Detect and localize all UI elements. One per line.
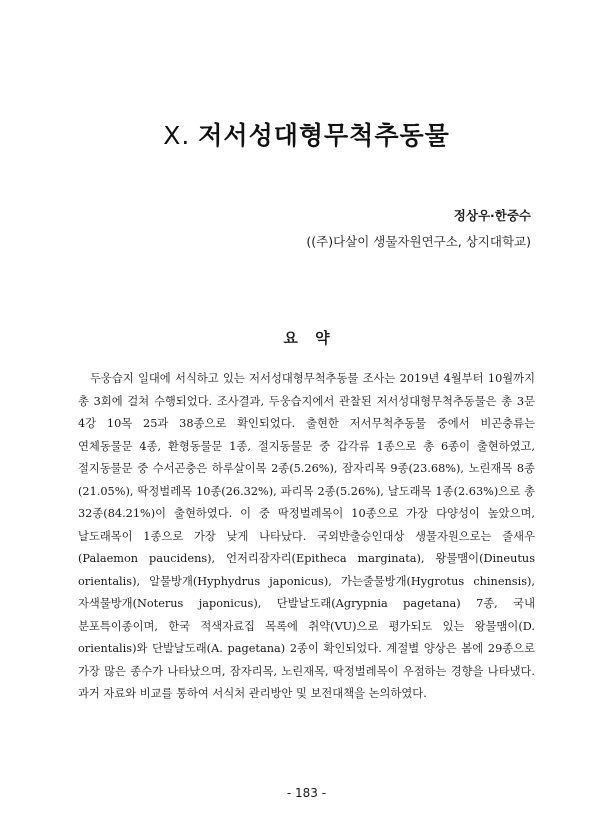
page-number: - 183 -: [286, 786, 327, 800]
author-names: 정상우·한중수: [453, 208, 531, 223]
author-affiliation: ((주)다살이 생물자원연구소, 상지대학교): [306, 234, 531, 249]
chapter-numeral: X.: [163, 121, 191, 150]
author-block: [306, 206, 531, 250]
chapter-title-text: 저서성대형무척추동물: [198, 121, 450, 150]
abstract-body: 두웅습지 일대에 서식하고 있는 저서성대형무척추동물 조사는 2019년 4월부터 10월까지 총 3회에 걸쳐 수행되었다. 조사결과, 두웅습지에서 관찰된 저서성대형무척추동물은 총 3문 4강 10목 25과 38종으로 확인되었다. 출현한 저서무척추동물 중에서 비곤충류는 연체동물문 4종, 환형동물문 1종, 절지동물문 중 갑각류 1종으로 총 6종이 출현하였고, 절지동물문 중 수서곤충은 하루살이목 2종(5.26%), 잠자리목 9종(23.68%), 노린재목 8종(21.05%), 딱정벌레목 10종(26.32%), 파리목 2종(5.26%), 날도래목 1종(2.63%)으로 총 32종(84.21%)이 출현하였다. 이 중 딱정벌레목이 10종으로 가장 다양성이 높았으며, 날도래목이 1종으로 가장 낮게 나타났다. 국외반출승인대상 생물자원으로는 줄새우(Palaemon paucidens), 언저리잠자리(Epitheca marginata), 왕물맴이(Dineutus orientalis), 알물방개(Hyphydrus japonicus), 가는줄물방개(Hygrotus chinensis), 자색물방개(Noterus japonicus), 단발날도래(Agrypnia pagetana) 7종, 국내 분포특이종이며, 한국 적색자료집 목록에 취약(VU)으로 평가되도 있는 왕물맴이(D. orientalis)와 단발날도래(A. pagetana) 2종이 확인되었다. 계절별 양상은 봄에 29종으로 가장 많은 종수가 나타났으며, 잠자리목, 노린재목, 딱정벌레목이 우점하는 경향을 나타냈다. 과거 자료와 비교를 통하여 서식처 관리방안 및 보전대책을 논의하였다.: [78, 372, 535, 700]
chapter-title: [0, 116, 613, 152]
abstract-heading: 요 약: [283, 329, 330, 347]
